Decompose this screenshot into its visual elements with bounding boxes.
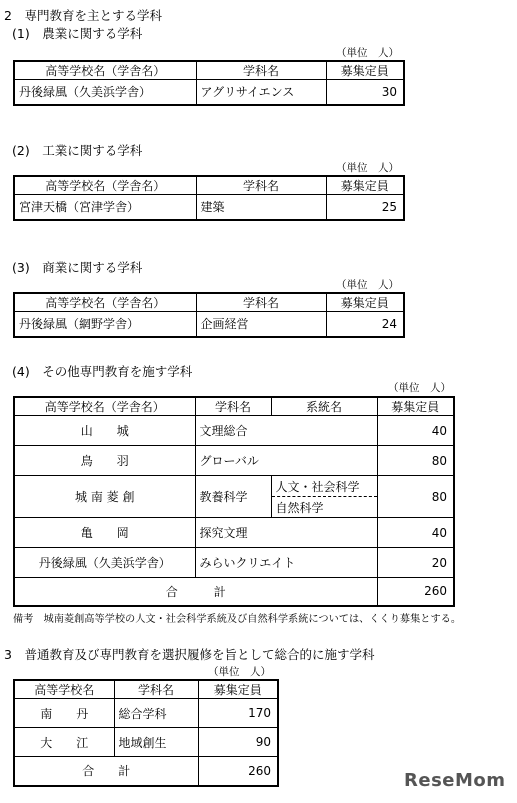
section3-dept: 地域創生 bbox=[114, 728, 198, 757]
sub1-table bbox=[13, 60, 405, 106]
table-row bbox=[14, 548, 454, 578]
sub2-cell-capacity: 25 bbox=[326, 195, 404, 220]
sub4-header-line: 系統名 bbox=[271, 397, 377, 416]
sub4-capacity: 40 bbox=[377, 416, 454, 446]
sub4-dept: みらいクリエイト bbox=[195, 548, 377, 578]
resemom-logo: ReseMom bbox=[404, 770, 506, 791]
section2-heading: 2 専門教育を主とする学科 bbox=[4, 8, 162, 23]
sub2-cell-school: 宮津天橋（宮津学舎） bbox=[14, 195, 196, 220]
section3-total-value: 260 bbox=[198, 757, 278, 786]
sub4-unit: （単位 人） bbox=[388, 382, 451, 394]
table-row bbox=[14, 446, 454, 476]
sub1-unit: （単位 人） bbox=[336, 47, 399, 59]
section3-school: 大 江 bbox=[14, 728, 114, 757]
sub4-dept: 教養科学 bbox=[195, 476, 271, 518]
sub4-dept: 探究文理 bbox=[195, 518, 377, 548]
sub3-cell-capacity: 24 bbox=[326, 312, 404, 337]
sub1-header-school: 高等学校名（学舎名） bbox=[14, 61, 196, 80]
sub4-school: 鳥 羽 bbox=[14, 446, 195, 476]
sub1-header-capacity: 募集定員 bbox=[326, 61, 404, 80]
sub4-school: 城 南 菱 創 bbox=[14, 476, 195, 518]
table-row bbox=[14, 416, 454, 446]
sub2-table bbox=[13, 175, 405, 221]
sub4-line-humanities: 人文・社会科学 bbox=[271, 476, 377, 497]
section3-capacity: 90 bbox=[198, 728, 278, 757]
sub1-header-dept: 学科名 bbox=[196, 61, 326, 80]
sub4-note: 備考 城南菱創高等学校の人文・社会科学系統及び自然科学系統については、くくり募集とする。 bbox=[13, 614, 462, 625]
sub2-header-capacity: 募集定員 bbox=[326, 176, 404, 195]
section3-school: 南 丹 bbox=[14, 699, 114, 728]
sub1-cell-school: 丹後緑風（久美浜学舎） bbox=[14, 80, 196, 105]
sub4-dept: グローバル bbox=[195, 446, 377, 476]
sub4-dept: 文理総合 bbox=[195, 416, 377, 446]
sub2-unit: （単位 人） bbox=[336, 162, 399, 174]
sub1-cell-dept: アグリサイエンス bbox=[196, 80, 326, 105]
sub3-header-dept: 学科名 bbox=[196, 293, 326, 312]
sub4-total-label: 合 計 bbox=[14, 578, 377, 606]
sub4-school: 亀 岡 bbox=[14, 518, 195, 548]
sub3-header-school: 高等学校名（学舎名） bbox=[14, 293, 196, 312]
sub3-cell-dept: 企画経営 bbox=[196, 312, 326, 337]
section3-unit: （単位 人） bbox=[208, 666, 271, 678]
section3-dept: 総合学科 bbox=[114, 699, 198, 728]
sub3-heading: (3) 商業に関する学科 bbox=[12, 260, 143, 275]
total-row bbox=[14, 757, 278, 786]
sub4-heading: (4) その他専門教育を施す学科 bbox=[12, 364, 193, 379]
section3-capacity: 170 bbox=[198, 699, 278, 728]
sub3-cell-school: 丹後緑風（網野学舎） bbox=[14, 312, 196, 337]
section3-header-dept: 学科名 bbox=[114, 680, 198, 699]
sub4-total-value: 260 bbox=[377, 578, 454, 606]
sub2-header-school: 高等学校名（学舎名） bbox=[14, 176, 196, 195]
sub4-capacity: 20 bbox=[377, 548, 454, 578]
sub2-cell-dept: 建築 bbox=[196, 195, 326, 220]
sub1-heading: (1) 農業に関する学科 bbox=[12, 26, 143, 41]
sub4-header-capacity: 募集定員 bbox=[377, 397, 454, 416]
sub4-header-school: 高等学校名（学舎名） bbox=[14, 397, 195, 416]
section3-table bbox=[13, 679, 279, 787]
section3-total-label: 合 計 bbox=[14, 757, 198, 786]
table-row bbox=[14, 728, 278, 757]
sub4-header-dept: 学科名 bbox=[195, 397, 271, 416]
sub4-table bbox=[13, 396, 455, 607]
table-row bbox=[14, 699, 278, 728]
sub3-table bbox=[13, 292, 405, 338]
sub4-capacity: 80 bbox=[377, 446, 454, 476]
sub4-line-science: 自然科学 bbox=[271, 497, 377, 518]
sub3-header-capacity: 募集定員 bbox=[326, 293, 404, 312]
sub4-capacity: 80 bbox=[377, 476, 454, 518]
sub4-capacity: 40 bbox=[377, 518, 454, 548]
section3-heading: 3 普通教育及び専門教育を選択履修を旨として総合的に施す学科 bbox=[4, 647, 375, 662]
table-row bbox=[14, 476, 454, 497]
sub4-school: 山 城 bbox=[14, 416, 195, 446]
sub2-heading: (2) 工業に関する学科 bbox=[12, 143, 143, 158]
sub4-school: 丹後緑風（久美浜学舎） bbox=[14, 548, 195, 578]
section3-header-school: 高等学校名 bbox=[14, 680, 114, 699]
sub3-unit: （単位 人） bbox=[336, 279, 399, 291]
total-row bbox=[14, 578, 454, 606]
sub2-header-dept: 学科名 bbox=[196, 176, 326, 195]
table-row bbox=[14, 518, 454, 548]
section3-header-capacity: 募集定員 bbox=[198, 680, 278, 699]
sub1-cell-capacity: 30 bbox=[326, 80, 404, 105]
